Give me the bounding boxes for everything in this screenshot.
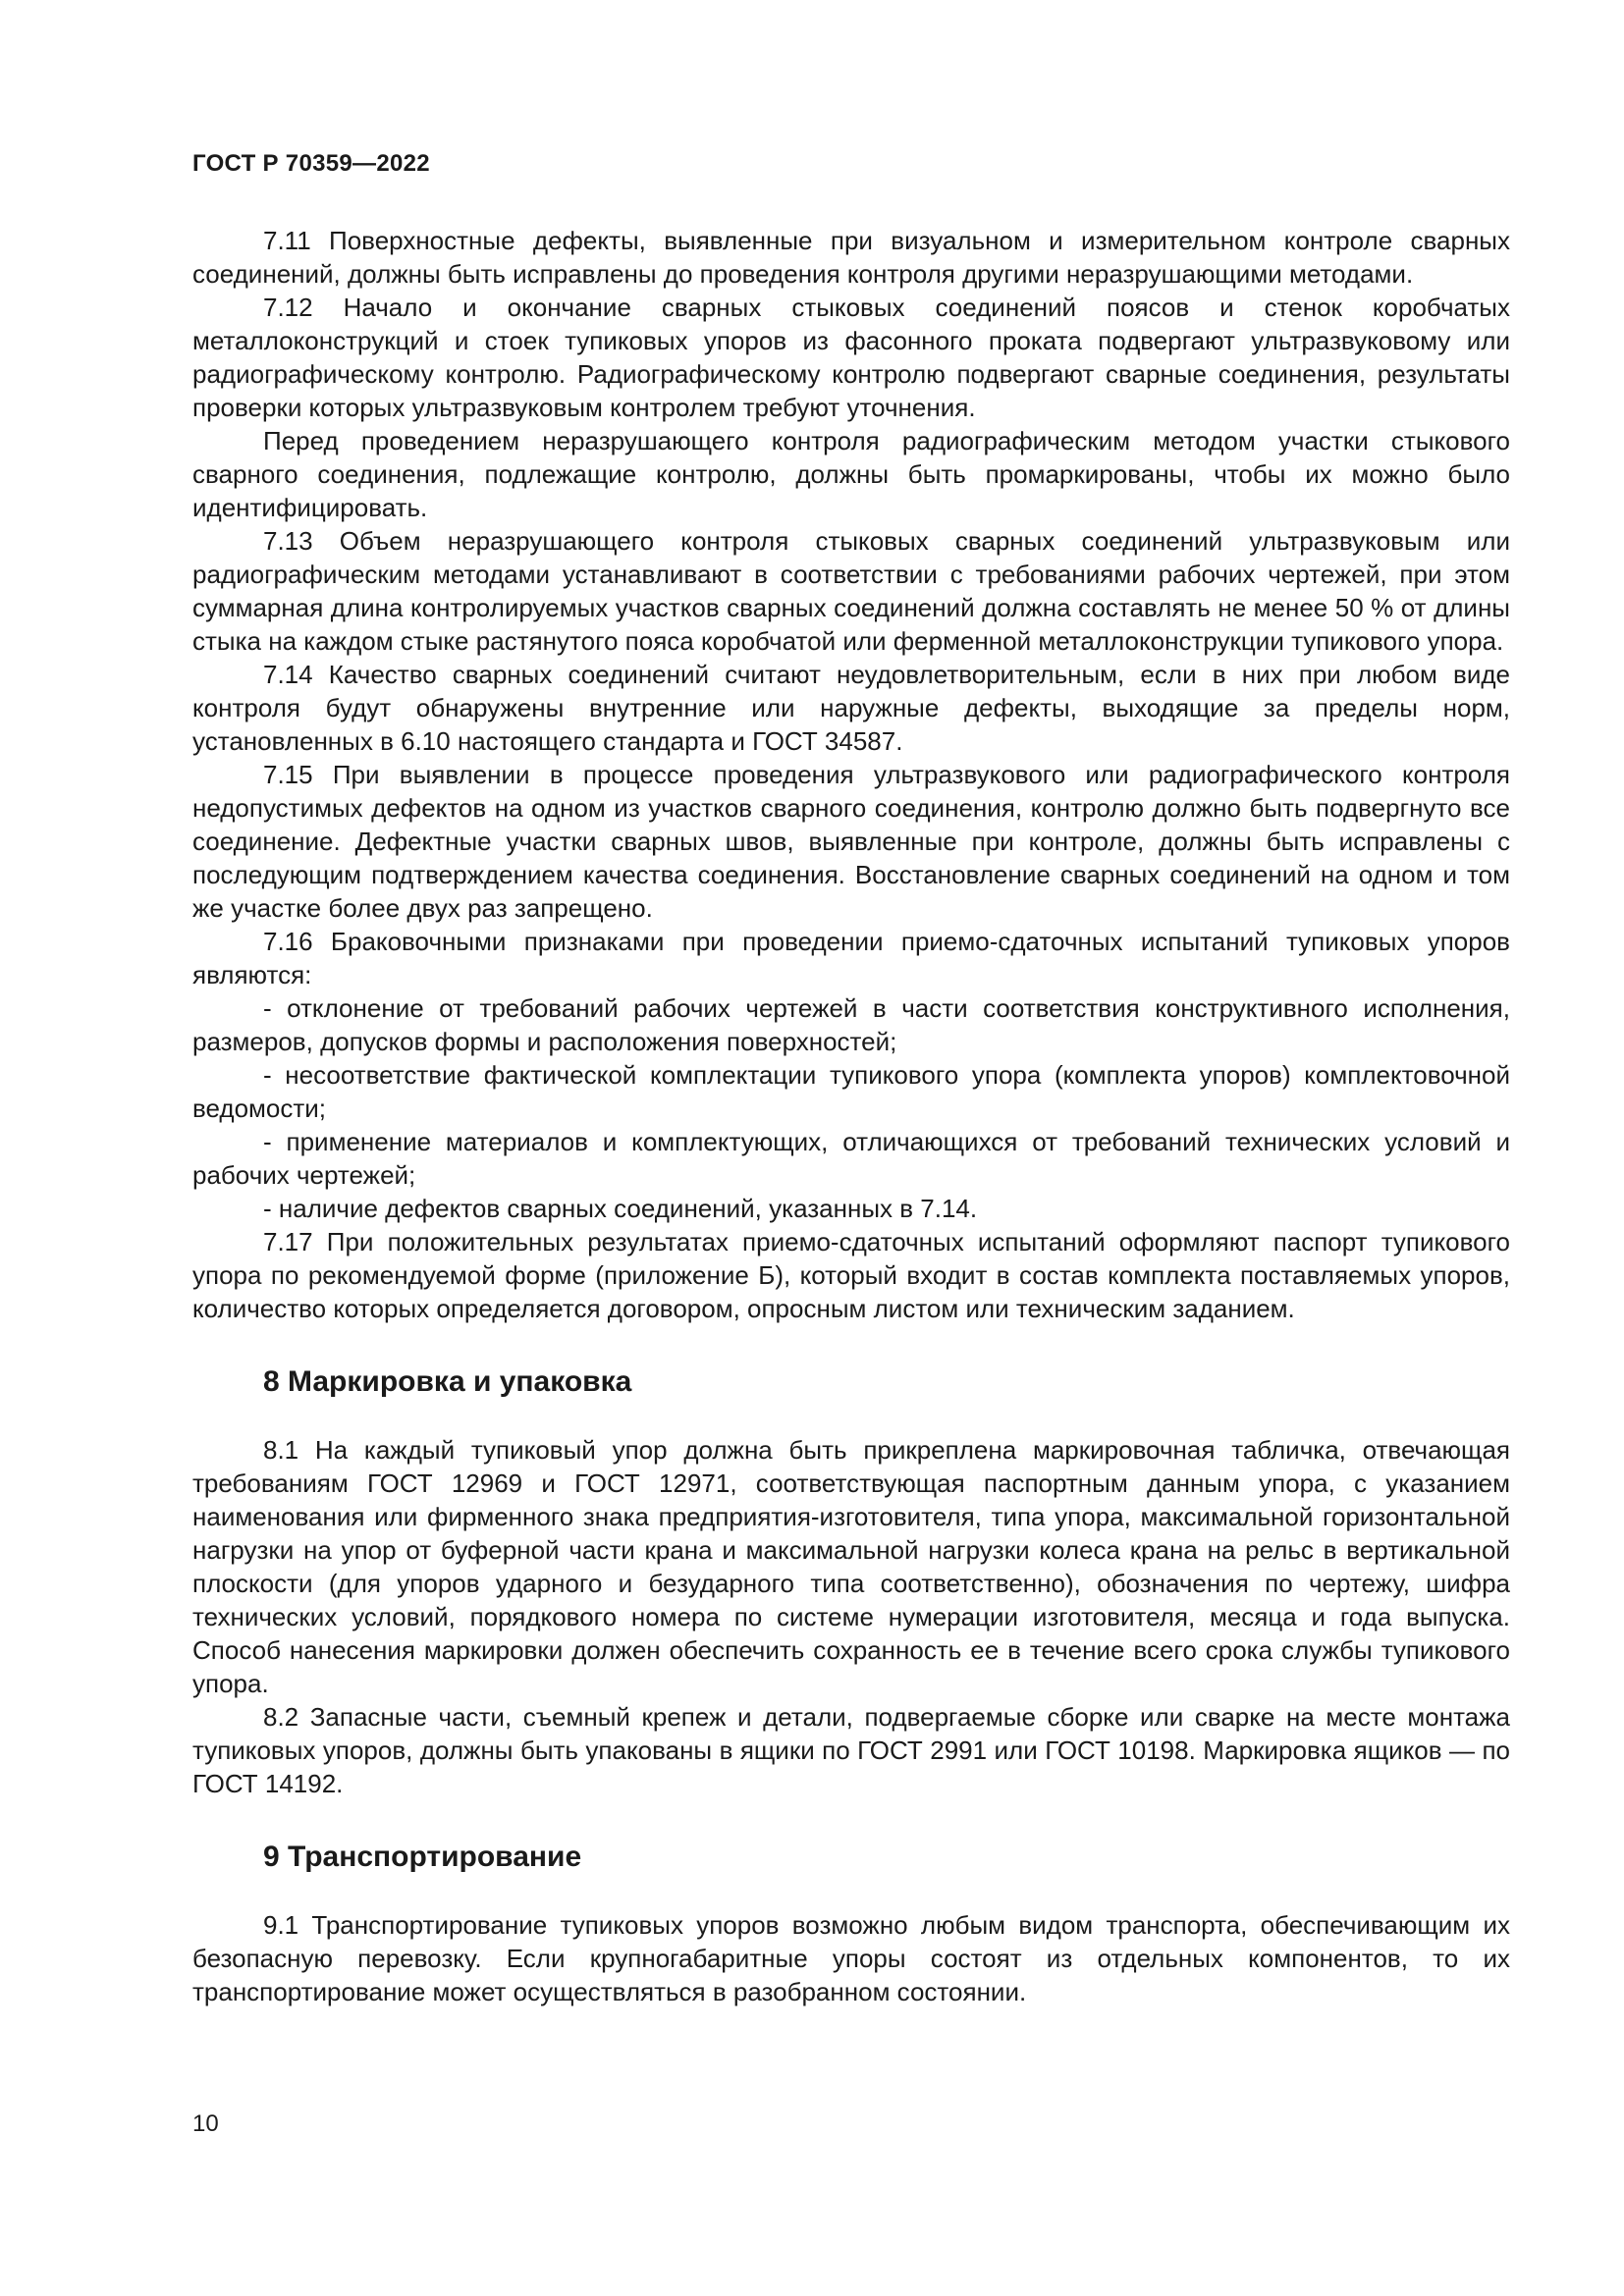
list-item: - отклонение от требований рабочих чертежей в части соответствия конструктивного исполнения, размеров, допусков формы и расположения поверхностей; — [192, 993, 1510, 1056]
list-item: - несоответствие фактической комплектации тупикового упора (комплекта упоров) комплектовочной ведомости; — [192, 1060, 1510, 1123]
page-number: 10 — [192, 2110, 219, 2137]
list-item: - наличие дефектов сварных соединений, указанных в 7.14. — [263, 1194, 978, 1223]
paragraph-7-12-continued: Перед проведением неразрушающего контроля радиографическим методом участки стыкового сварного соединения, подлежащие контролю, должны быть промаркированы, чтобы их можно было идентифицировать. — [192, 426, 1510, 522]
paragraph-7-17: 7.17 При положительных результатах приемо-сдаточных испытаний оформляют паспорт тупикового упора по рекомендуемой форме (приложение Б), который входит в состав комплекта поставляемых упоров, количество которых определяется договором, опросным листом или техническим заданием. — [192, 1227, 1510, 1323]
paragraph-9-1: 9.1 Транспортирование тупиковых упоров возможно любым видом транспорта, обеспечивающим их безопасную перевозку. Если крупногабаритные упоры состоят из отдельных компонентов, то их транспортирование может осуществляться в разобранном состоянии. — [192, 1910, 1510, 2006]
paragraph-7-12: 7.12 Начало и окончание сварных стыковых соединений поясов и стенок коробчатых металлоконструкций и стоек тупиковых упоров из фасонного проката подвергают ультразвуковому или радиографическому контролю. Радиографическому контролю подвергают сварные соединения, результаты проверки которых ультразвуковым контролем требуют уточнения. — [192, 293, 1510, 422]
document-header: ГОСТ Р 70359—2022 — [192, 150, 430, 177]
document-body — [192, 224, 1510, 2008]
paragraph-7-16: 7.16 Браковочными признаками при проведении приемо-сдаточных испытаний тупиковых упоров являются: — [192, 927, 1510, 989]
section-heading-transport: 9 Транспортирование — [263, 1841, 582, 1873]
paragraph-8-1: 8.1 На каждый тупиковый упор должна быть прикреплена маркировочная табличка, отвечающая требованиям ГОСТ 12969 и ГОСТ 12971, соответствующая паспортным данным упора, с указанием наименования или фирменного знака предприятия-изготовителя, типа упора, максимальной горизонтальной нагрузки на упор от буферной части крана и максимальной нагрузки колеса крана на рельс в вертикальной плоскости (для упоров ударного и безударного типа соответственно), обозначения по чертежу, шифра технических условий, порядкового номера по системе нумерации изготовителя, месяца и года выпуска. Способ нанесения маркировки должен обеспечить сохранность ее в течение всего срока службы тупикового упора. — [192, 1435, 1510, 1698]
paragraph-7-14: 7.14 Качество сварных соединений считают неудовлетворительным, если в них при любом виде контроля будут обнаружены внутренние или наружные дефекты, выходящие за пределы норм, установленных в 6.10 настоящего стандарта и ГОСТ 34587. — [192, 660, 1510, 756]
paragraph-7-13: 7.13 Объем неразрушающего контроля стыковых сварных соединений ультразвуковым или радиографическим методами устанавливают в соответствии с требованиями рабочих чертежей, при этом суммарная длина контролируемых участков сварных соединений должна составлять не менее 50 % от длины стыка на каждом стыке растянутого пояса коробчатой или ферменной металлоконструкции тупикового упора. — [192, 526, 1510, 656]
section-heading-marking: 8 Маркировка и упаковка — [263, 1365, 632, 1398]
paragraph-7-11: 7.11 Поверхностные дефекты, выявленные при визуальном и измерительном контроле сварных соединений, должны быть исправлены до проведения контроля другими неразрушающими методами. — [192, 226, 1510, 289]
list-item: - применение материалов и комплектующих, отличающихся от требований технических условий и рабочих чертежей; — [192, 1127, 1510, 1190]
paragraph-7-15: 7.15 При выявлении в процессе проведения ультразвукового или радиографического контроля недопустимых дефектов на одном из участков сварного соединения, контролю должно быть подвергнуто все соединение. Дефектные участки сварных швов, выявленные при контроле, должны быть исправлены с последующим подтверждением качества соединения. Восстановление сварных соединений на одном и том же участке более двух раз запрещено. — [192, 760, 1510, 923]
paragraph-8-2: 8.2 Запасные части, съемный крепеж и детали, подвергаемые сборке или сварке на месте монтажа тупиковых упоров, должны быть упакованы в ящики по ГОСТ 2991 или ГОСТ 10198. Маркировка ящиков — по ГОСТ 14192. — [192, 1702, 1510, 1798]
